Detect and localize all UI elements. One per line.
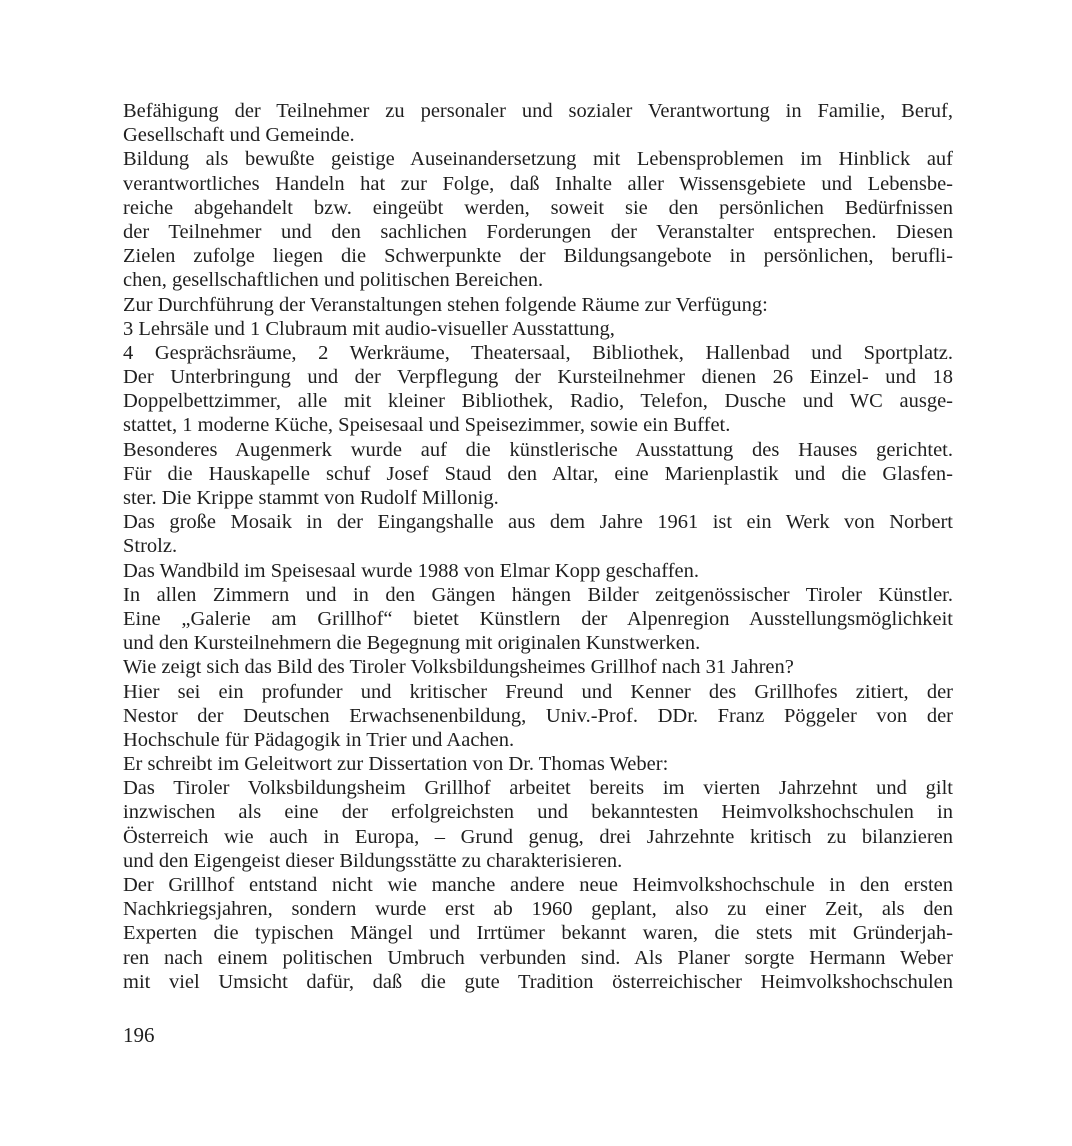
text-line: Hochschule für Pädagogik in Trier und Aachen. [123, 728, 515, 751]
text-line: 3 Lehrsäle und 1 Clubraum mit audio-visueller Ausstattung, [123, 317, 615, 340]
text-line: In allen Zimmern und in den Gängen hängen Bilder zeitgenössischer Tiroler Künstler. [123, 583, 953, 606]
text-line: Eine „Galerie am Grillhof“ bietet Künstlern der Alpenregion Ausstellungsmöglichkeit [123, 607, 953, 630]
text-line: Strolz. [123, 535, 178, 558]
text-line: Befähigung der Teilnehmer zu personaler und sozialer Verantwortung in Familie, Beruf, [123, 100, 953, 122]
text-line: Für die Hauskapelle schuf Josef Staud den Altar, eine Marienplastik und die Glasfen- [123, 462, 953, 485]
text-line: Experten die typischen Mängel und Irrtümer bekannt waren, die stets mit Gründerjah- [123, 922, 953, 945]
text-line: Der Unterbringung und der Verpflegung der Kursteilnehmer dienen 26 Einzel- und 18 [123, 366, 953, 389]
text-line: ren nach einem politischen Umbruch verbunden sind. Als Planer sorgte Hermann Weber [123, 946, 953, 969]
text-line: chen, gesellschaftlichen und politischen Bereichen. [123, 269, 544, 292]
text-line: stattet, 1 moderne Küche, Speisesaal und Speisezimmer, sowie ein Buffet. [123, 414, 731, 437]
text-line: reiche abgehandelt bzw. eingeübt werden, soweit sie den persönlichen Bedürfnissen [123, 196, 953, 219]
text-line: Doppelbettzimmer, alle mit kleiner Bibliothek, Radio, Telefon, Dusche und WC ausge- [123, 390, 953, 413]
text-line: und den Kursteilnehmern die Begegnung mit originalen Kunstwerken. [123, 632, 701, 655]
text-line: Nachkriegsjahren, sondern wurde erst ab 1960 geplant, also zu einer Zeit, als den [123, 898, 953, 921]
text-line: Wie zeigt sich das Bild des Tiroler Volksbildungsheimes Grillhof nach 31 Jahren? [123, 656, 794, 679]
text-line: Hier sei ein profunder und kritischer Freund und Kenner des Grillhofes zitiert, der [123, 680, 953, 703]
text-line: Österreich wie auch in Europa, – Grund genug, drei Jahrzehnte kritisch zu bilanzieren [123, 825, 953, 848]
text-line: Der Grillhof entstand nicht wie manche andere neue Heimvolkshochschule in den ersten [123, 874, 953, 896]
text-line: verantwortliches Handeln hat zur Folge, daß Inhalte aller Wissensgebiete und Lebensbe- [123, 172, 953, 195]
text-line: Das Tiroler Volksbildungsheim Grillhof arbeitet bereits im vierten Jahrzehnt und gilt [123, 777, 953, 800]
text-line: der Teilnehmer und den sachlichen Forderungen der Veranstalter entsprechen. Diesen [123, 220, 953, 243]
text-line: und den Eigengeist dieser Bildungsstätte zu charakterisieren. [123, 849, 623, 872]
body-text [123, 99, 953, 994]
text-line: inzwischen als eine der erfolgreichsten und bekanntesten Heimvolkshochschulen in [123, 801, 953, 824]
text-line: Nestor der Deutschen Erwachsenenbildung, Univ.-Prof. DDr. Franz Pöggeler von der [123, 704, 953, 727]
text-line: Zur Durchführung der Veranstaltungen stehen folgende Räume zur Verfügung: [123, 293, 768, 316]
text-line: Er schreibt im Geleitwort zur Dissertation von Dr. Thomas Weber: [123, 753, 669, 776]
text-line: Das Wandbild im Speisesaal wurde 1988 von Elmar Kopp geschaffen. [123, 559, 700, 582]
text-line: Besonderes Augenmerk wurde auf die künstlerische Ausstattung des Hauses gerichtet. [123, 438, 953, 461]
text-line: Das große Mosaik in der Eingangshalle aus dem Jahre 1961 ist ein Werk von Norbert [123, 511, 953, 534]
text-line: ster. Die Krippe stammt von Rudolf Millonig. [123, 487, 499, 509]
text-line: Zielen zufolge liegen die Schwerpunkte der Bildungsangebote in persönlichen, berufli- [123, 245, 953, 268]
text-line: 4 Gesprächsräume, 2 Werkräume, Theatersaal, Bibliothek, Hallenbad und Sportplatz. [123, 341, 953, 364]
text-line: mit viel Umsicht dafür, daß die gute Tradition österreichischer Heimvolkshochschulen [123, 970, 953, 993]
page-number: 196 [123, 1023, 155, 1047]
text-line: Bildung als bewußte geistige Auseinandersetzung mit Lebensproblemen im Hinblick auf [123, 148, 953, 171]
text-line: Gesellschaft und Gemeinde. [123, 124, 355, 147]
